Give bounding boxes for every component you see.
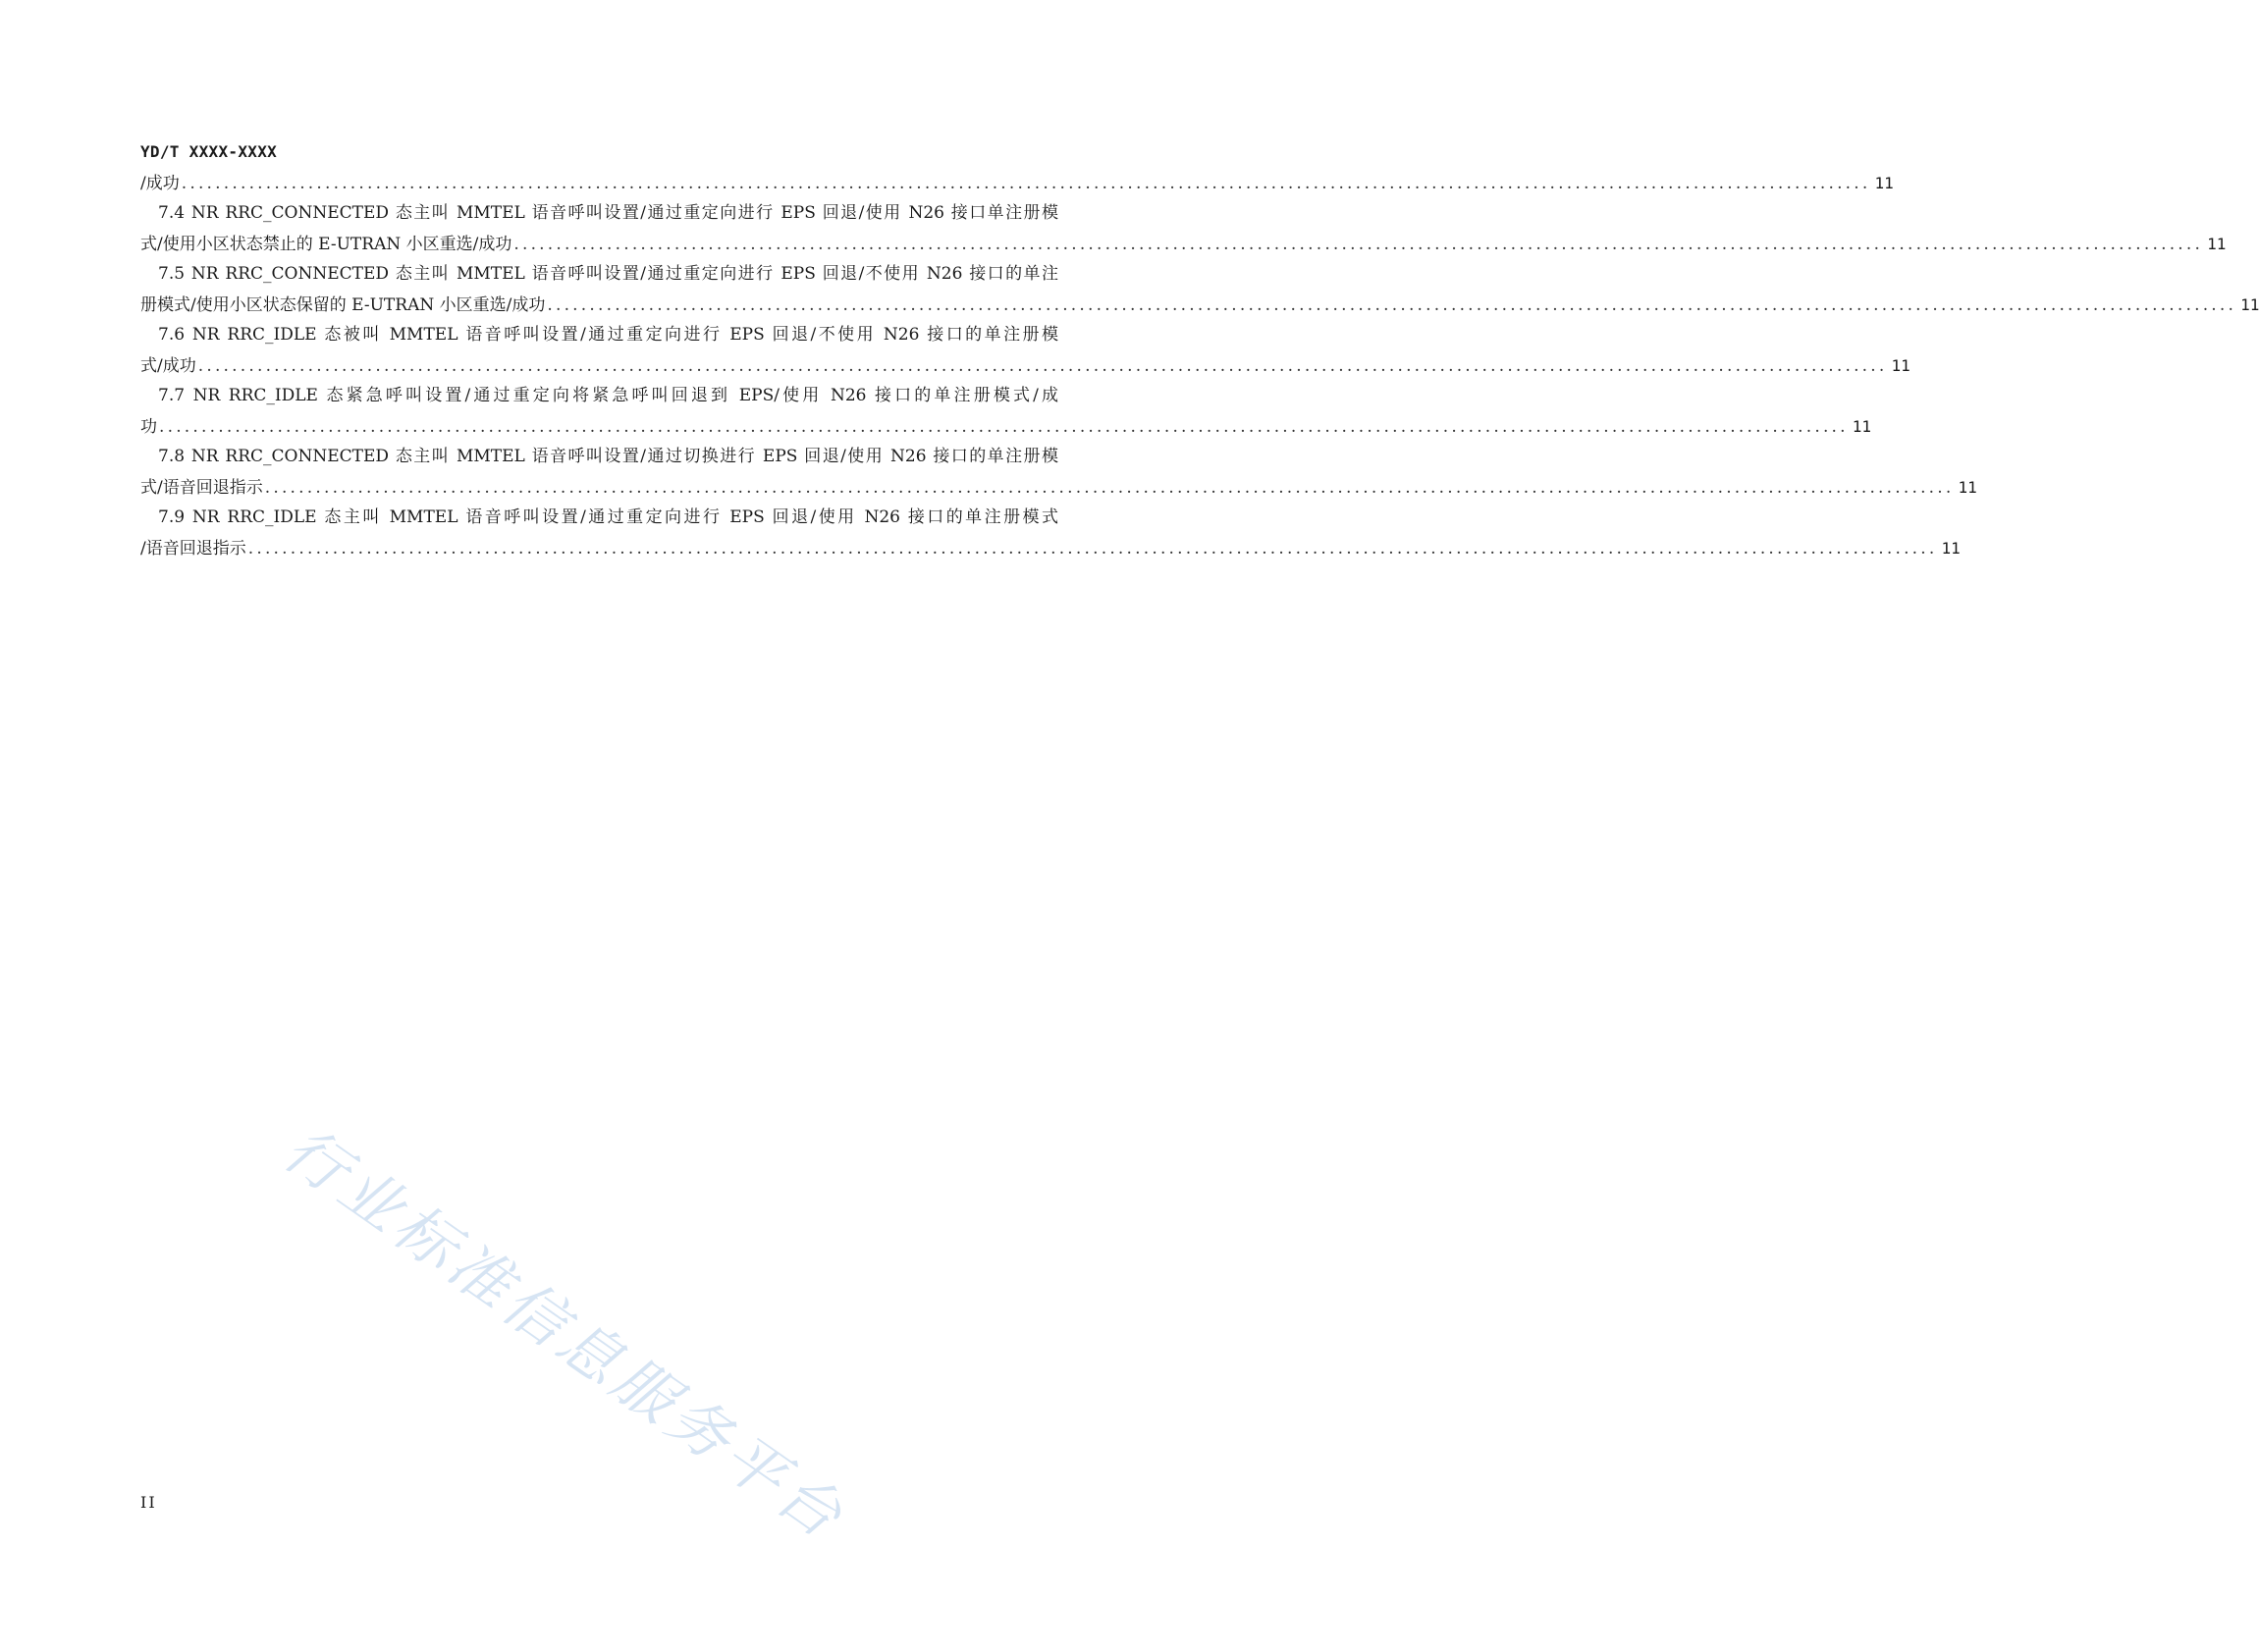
dot-leader: ........................................................................................................................................................................................................ — [247, 539, 1938, 559]
dot-leader: ........................................................................................................................................................................................................ — [264, 478, 1955, 498]
toc-entry-text: 册模式/使用小区状态保留的 E-UTRAN 小区重选/成功 — [140, 295, 546, 315]
toc-entry-7-4[interactable] — [140, 198, 2227, 259]
toc-entry-text: 式/成功 — [140, 356, 196, 376]
toc-line — [140, 229, 2227, 259]
toc-entry-text: 7.6 NR RRC_IDLE 态被叫 MMTEL 语音呼叫设置/通过重定向进行 EPS 回退/不使用 N26 接口的单注册模 — [158, 325, 1058, 345]
toc-entry-7-3-tail[interactable] — [140, 168, 1894, 198]
toc-page-number: 11 — [1958, 478, 1977, 497]
toc-entry-7-8[interactable] — [140, 442, 1977, 503]
dot-leader: ........................................................................................................................................................................................................ — [159, 417, 1849, 437]
toc-entry-7-7[interactable] — [140, 381, 1872, 442]
toc-entry-text: 式/语音回退指示 — [140, 478, 263, 498]
toc-entry-text: 7.8 NR RRC_CONNECTED 态主叫 MMTEL 语音呼叫设置/通过切换进行 EPS 回退/使用 N26 接口的单注册模 — [158, 447, 1058, 466]
toc-entry-text: 式/使用小区状态禁止的 E-UTRAN 小区重选/成功 — [140, 235, 512, 254]
toc-page-number: 11 — [1852, 417, 1872, 436]
toc-entry-7-5[interactable] — [140, 259, 2259, 320]
toc-page-number: 11 — [1941, 539, 1961, 558]
toc-entry-text: 7.7 NR RRC_IDLE 态紧急呼叫设置/通过重定向将紧急呼叫回退到 EPS/使用 N26 接口的单注册模式/成 — [158, 386, 1058, 405]
dot-leader: ........................................................................................................................................................................................................ — [181, 174, 1871, 193]
toc-entry-text: 7.5 NR RRC_CONNECTED 态主叫 MMTEL 语音呼叫设置/通过重定向进行 EPS 回退/不使用 N26 接口的单注 — [158, 264, 1058, 284]
dot-leader: ........................................................................................................................................................................................................ — [513, 235, 2204, 254]
document-id-header: YD/T XXXX-XXXX — [140, 142, 278, 161]
table-of-contents — [140, 168, 2259, 563]
toc-entry-text: /成功 — [140, 174, 180, 193]
watermark-text: 行业标准信息服务平台 — [271, 1112, 860, 1555]
toc-entry-text: /语音回退指示 — [140, 539, 246, 559]
toc-page-number: 11 — [2240, 295, 2259, 314]
toc-entry-text: 7.4 NR RRC_CONNECTED 态主叫 MMTEL 语音呼叫设置/通过重定向进行 EPS 回退/使用 N26 接口单注册模 — [158, 203, 1058, 223]
dot-leader: ........................................................................................................................................................................................................ — [547, 295, 2237, 315]
toc-entry-text: 7.9 NR RRC_IDLE 态主叫 MMTEL 语音呼叫设置/通过重定向进行 EPS 回退/使用 N26 接口的单注册模式 — [158, 507, 1058, 527]
toc-line — [140, 290, 2259, 320]
toc-line — [140, 472, 1977, 503]
toc-page-number: 11 — [1891, 356, 1910, 375]
toc-entry-7-9[interactable] — [140, 503, 1961, 563]
toc-entry-text: 功 — [140, 417, 157, 437]
toc-line — [140, 168, 1894, 198]
toc-entry-7-6[interactable] — [140, 320, 1910, 381]
toc-page-number: 11 — [1874, 174, 1894, 192]
toc-line — [140, 533, 1961, 563]
toc-line — [140, 350, 1910, 381]
page-number-footer: II — [140, 1493, 157, 1512]
toc-line — [140, 411, 1872, 442]
toc-page-number: 11 — [2207, 235, 2227, 253]
dot-leader: ........................................................................................................................................................................................................ — [197, 356, 1888, 376]
